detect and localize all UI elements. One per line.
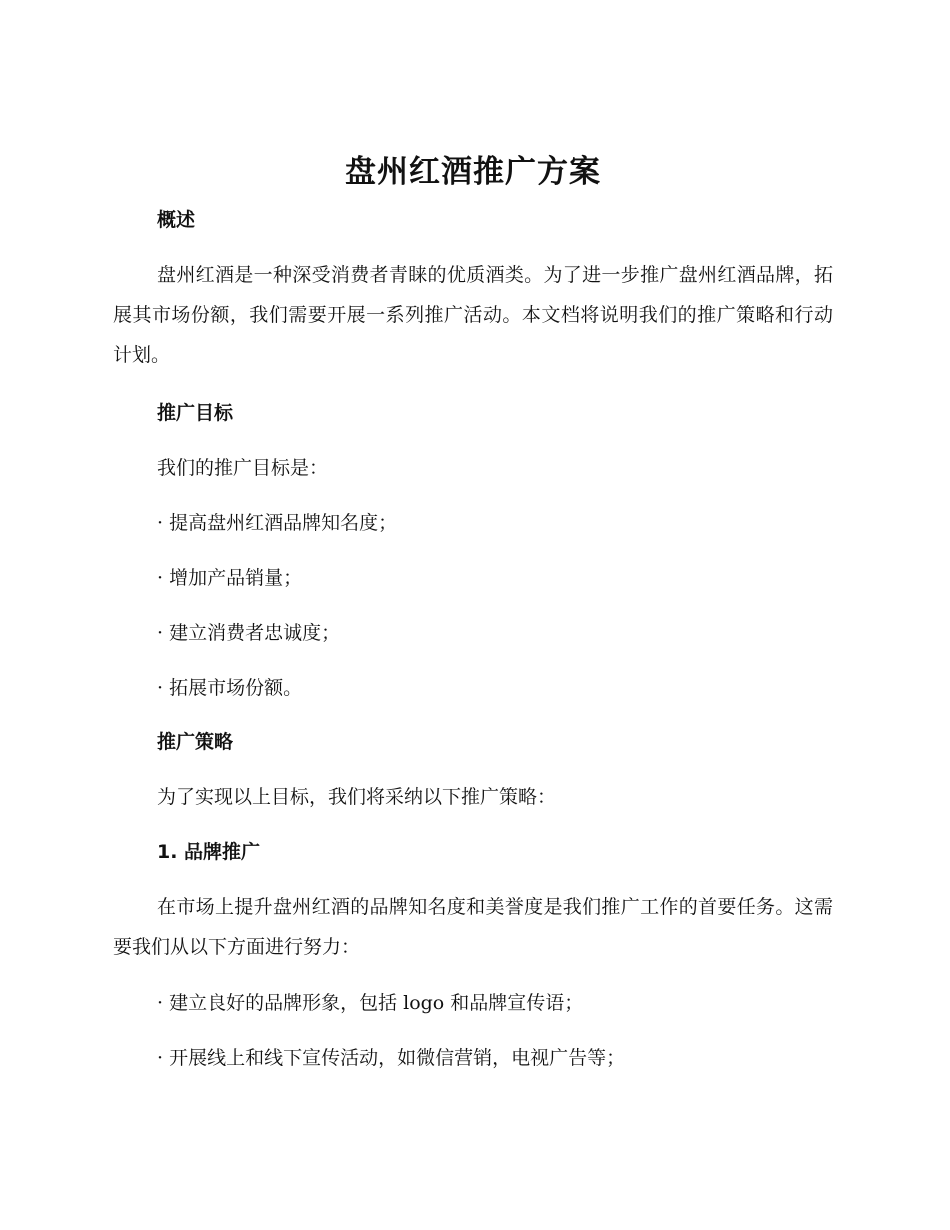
goal-item: · 提高盘州红酒品牌知名度； bbox=[157, 512, 398, 534]
brand-item: · 建立良好的品牌形象，包括 logo 和品牌宣传语； bbox=[157, 992, 584, 1014]
strategy-heading: 推广策略 bbox=[157, 731, 234, 753]
overview-paragraph: 盘州红酒是一种深受消费者青睐的优质酒类。为了进一步推广盘州红酒品牌，拓展其市场份额，我们需要开展一系列推广活动。本文档将说明我们的推广策略和行动计划。 bbox=[113, 264, 833, 366]
overview-heading: 概述 bbox=[157, 209, 196, 231]
goals-intro: 我们的推广目标是： bbox=[157, 457, 329, 479]
brand-paragraph: 在市场上提升盘州红酒的品牌知名度和美誉度是我们推广工作的首要任务。这需要我们从以下方面进行努力： bbox=[113, 896, 833, 958]
goal-item: · 拓展市场份额。 bbox=[157, 677, 303, 699]
brand-heading: 1. 品牌推广 bbox=[157, 841, 261, 863]
goal-item: · 建立消费者忠诚度； bbox=[157, 622, 341, 644]
goal-item: · 增加产品销量； bbox=[157, 567, 303, 589]
strategy-intro: 为了实现以上目标，我们将采纳以下推广策略： bbox=[157, 786, 557, 808]
document-title: 盘州红酒推广方案 bbox=[345, 154, 601, 190]
goals-heading: 推广目标 bbox=[157, 402, 234, 424]
brand-item: · 开展线上和线下宣传活动，如微信营销，电视广告等； bbox=[157, 1047, 626, 1069]
